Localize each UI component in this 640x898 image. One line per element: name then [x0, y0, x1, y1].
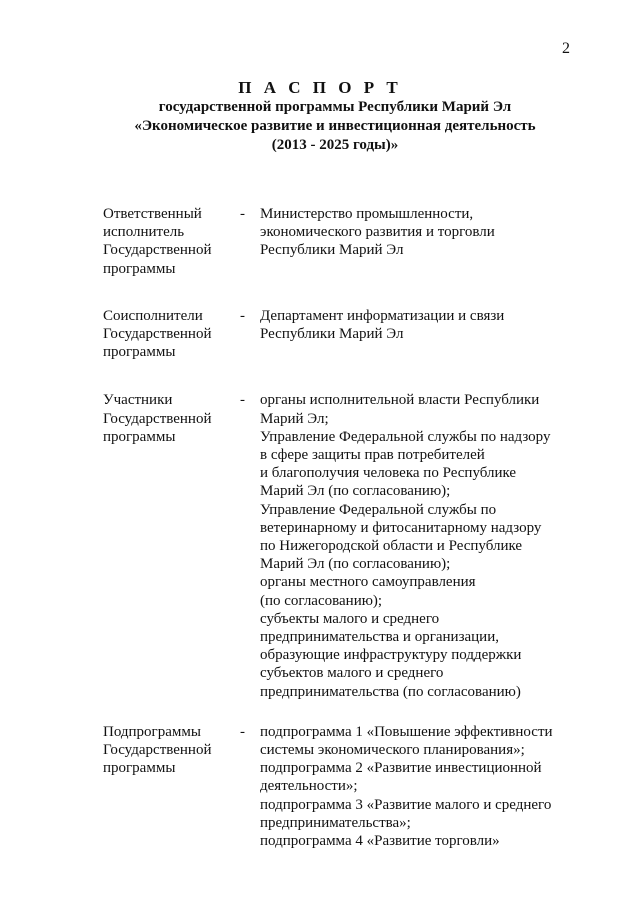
section-content: [260, 723, 569, 850]
dash-separator: -: [240, 307, 245, 324]
section-content: [260, 307, 569, 362]
content-line: в сфере защиты прав потребителей: [260, 447, 485, 464]
content-line: Республики Марий Эл: [260, 242, 404, 259]
content-line: (по согласованию);: [260, 592, 383, 609]
section-label: [103, 307, 240, 362]
section-label: [103, 391, 240, 700]
content-line: по Нижегородской области и Республике: [260, 538, 523, 555]
content-line: образующие инфраструктуру поддержки: [260, 647, 522, 664]
dash-separator: -: [240, 392, 245, 409]
label-line: Государственной: [103, 742, 212, 759]
content-line: подпрограмма 3 «Развитие малого и среднего: [260, 796, 552, 813]
section-participants: [103, 391, 569, 700]
label-line: исполнитель: [103, 224, 185, 241]
label-line: программы: [103, 344, 176, 361]
section-subprograms: [103, 723, 569, 850]
label-line: программы: [103, 428, 176, 445]
document-subtitle: [100, 98, 570, 155]
section-content: [260, 391, 569, 700]
label-line: Соисполнители: [103, 307, 203, 324]
content-line: Министерство промышленности,: [260, 206, 474, 222]
label-line: программы: [103, 260, 176, 277]
content-line: деятельности»;: [260, 778, 358, 795]
section-label: [103, 723, 240, 850]
label-line: Государственной: [103, 242, 212, 259]
content-line: Марий Эл (по согласованию);: [260, 556, 451, 573]
content-line: предпринимательства и организации,: [260, 629, 499, 646]
page-number: 2: [562, 40, 570, 57]
label-line: Подпрограммы: [103, 723, 201, 740]
content-line: Управление Федеральной службы по: [260, 501, 497, 518]
section-responsible-executor: [103, 205, 569, 278]
subtitle-line: «Экономическое развитие и инвестиционная деятельность: [134, 118, 536, 134]
subtitle-line: (2013 - 2025 годы)»: [271, 137, 399, 153]
content-line: системы экономического планирования»;: [260, 742, 525, 759]
content-line: Департамент информатизации и связи: [260, 307, 505, 324]
subtitle-line: государственной программы Республики Марий Эл: [158, 99, 512, 115]
content-line: подпрограмма 2 «Развитие инвестиционной: [260, 760, 542, 777]
section-content: [260, 205, 569, 278]
label-line: Государственной: [103, 410, 212, 427]
content-line: Марий Эл (по согласованию);: [260, 483, 451, 500]
section-co-executors: [103, 307, 569, 362]
content-line: субъектов малого и среднего: [260, 665, 444, 682]
content-line: экономического развития и торговли: [260, 224, 495, 241]
content-line: Марий Эл;: [260, 410, 329, 427]
content-line: подпрограмма 1 «Повышение эффективности: [260, 723, 553, 740]
content-line: органы местного самоуправления: [260, 574, 476, 591]
content-line: предпринимательства»;: [260, 814, 411, 831]
content-line: и благополучия человека по Республике: [260, 465, 517, 482]
content-line: субъекты малого и среднего: [260, 610, 440, 627]
content-line: Республики Марий Эл: [260, 326, 404, 343]
content-line: органы исполнительной власти Республики: [260, 392, 540, 409]
content-line: подпрограмма 4 «Развитие торговли»: [260, 833, 500, 850]
dash-separator: -: [240, 723, 245, 740]
passport-table: [103, 205, 569, 850]
label-line: программы: [103, 760, 176, 777]
content-line: ветеринарному и фитосанитарному надзору: [260, 519, 542, 536]
document-title: П А С П О Р Т: [238, 78, 402, 97]
label-line: Государственной: [103, 326, 212, 343]
dash-separator: -: [240, 206, 245, 222]
content-line: Управление Федеральной службы по надзору: [260, 428, 551, 445]
content-line: предпринимательства (по согласованию): [260, 683, 521, 700]
label-line: Участники: [103, 392, 173, 409]
section-label: [103, 205, 240, 278]
label-line: Ответственный: [103, 206, 202, 222]
